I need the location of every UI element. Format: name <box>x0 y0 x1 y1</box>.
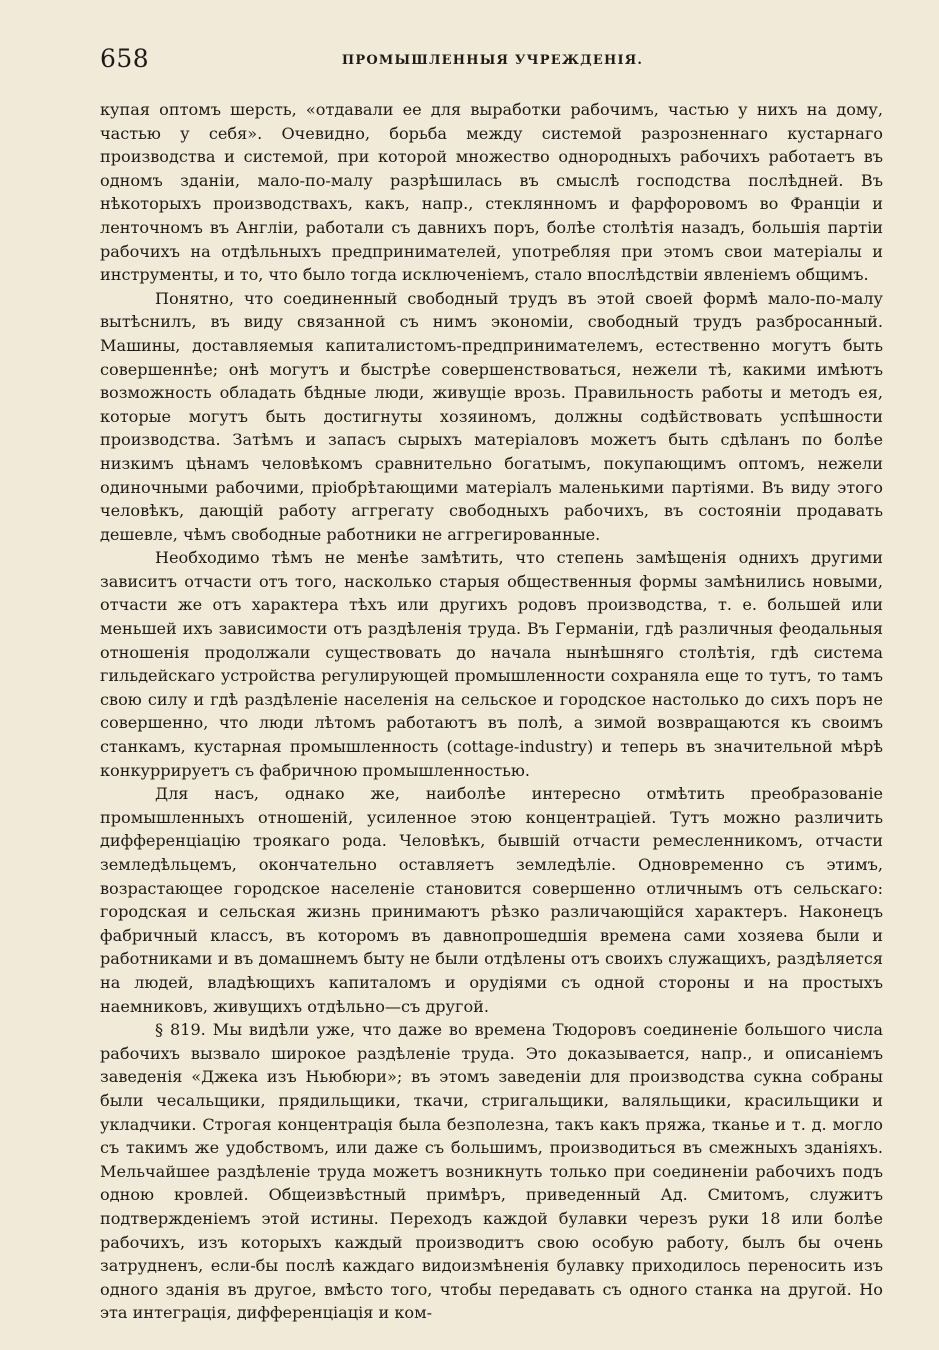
paragraph-continuation: купая оптомъ шерсть, «отдавали ее для выработки рабочимъ, частью у нихъ на дому, частью у себя». Очевидно, борьба между системой разрозненнаго кустарнаго производства и системой, при которой множество однородныхъ рабочихъ работаетъ въ одномъ зданіи, мало-по-малу разрѣшилась въ смыслѣ господства послѣдней. Въ нѣкоторыхъ производствахъ, какъ, напр., стеклянномъ и фарфоровомъ во Франціи и ленточномъ въ Англіи, работали съ давнихъ поръ, болѣе столѣтія назадъ, большія партіи рабочихъ на отдѣльныхъ предпринимателей, употребляя при этомъ свои матеріалы и инструменты, и то, что было тогда исключеніемъ, стало впослѣдствіи явленіемъ общимъ. <box>100 100 883 285</box>
paragraph: Для насъ, однако же, наиболѣе интересно отмѣтить преобразованіе промышленныхъ отношеній, усиленное этою концентраціей. Тутъ можно различить дифференціацію троякаго рода. Человѣкъ, бывшій отчасти ремесленникомъ, отчасти земледѣльцемъ, окончательно оставляетъ земледѣліе. Одновременно съ этимъ, возрастающее городское населеніе становится совершенно отличнымъ отъ сельскаго: городская и сельская жизнь принимаютъ рѣзко различающійся характеръ. Наконецъ фабричный классъ, въ которомъ въ давнопрошедшія времена сами хозяева были и работниками и въ домашнемъ быту не были отдѣлены отъ своихъ служащихъ, раздѣляется на людей, владѣющихъ капиталомъ и орудіями съ одной стороны и на простыхъ наемниковъ, живущихъ отдѣльно—съ другой. <box>100 784 883 1016</box>
running-title: ПРОМЫШЛЕННЫЯ УЧРЕЖДЕНІЯ. <box>341 53 644 68</box>
paragraph-section-819: § 819. Мы видѣли уже, что даже во времена Тюдоровъ соединеніе большого числа рабочихъ вызвало широкое раздѣленіе труда. Это доказывается, напр., и описаніемъ заведенія «Джека изъ Ньюбюри»; въ этомъ заведеніи для производства сукна собраны были чесальщики, прядильщики, ткачи, стригальщики, валяльщики, красильщики и укладчики. Строгая концентрація была безполезна, такъ какъ пряжа, тканье и т. д. могло съ такимъ же удобствомъ, или даже съ большимъ, производиться въ смежныхъ зданіяхъ. Мельчайшее раздѣленіе труда можетъ возникнуть только при соединеніи рабочихъ подъ одною кровлей. Общеизвѣстный примѣръ, приведенный Ад. Смитомъ, служитъ подтвержденіемъ этой истины. Переходъ каждой булавки черезъ руки 18 или болѣе рабочихъ, изъ которыхъ каждый производитъ свою особую работу, былъ бы очень затрудненъ, если-бы послѣ каждаго видоизмѣненія булавку приходилось переносить изъ одного зданія въ другое, вмѣсто того, чтобы передавать съ одного станка на другой. Но эта интеграція, дифференціація и ком- <box>100 1020 883 1323</box>
body-text <box>100 98 883 1325</box>
page-number: 658 <box>100 44 150 73</box>
paragraph: Понятно, что соединенный свободный трудъ въ этой своей формѣ мало-по-малу вытѣснилъ, въ виду связанной съ нимъ экономіи, свободный трудъ разбросанный. Машины, доставляемыя капиталистомъ-предпринимателемъ, естественно могутъ быть совершеннѣе; онѣ могутъ и быстрѣе совершенствоваться, нежели тѣ, какими имѣютъ возможность обладать бѣдные люди, живущіе врозь. Правильность работы и методъ ея, которые могутъ быть достигнуты хозяиномъ, должны содѣйствовать успѣшности производства. Затѣмъ и запасъ сырыхъ матеріаловъ можетъ быть сдѣланъ по болѣе низкимъ цѣнамъ человѣкомъ сравнительно богатымъ, покупающимъ оптомъ, нежели одиночными рабочими, пріобрѣтающими матеріалъ маленькими партіями. Въ виду этого человѣкъ, дающій работу аггрегату свободныхъ рабочихъ, въ состояніи продавать дешевле, чѣмъ свободные работники не аггрегированные. <box>100 288 883 544</box>
paragraph: Необходимо тѣмъ не менѣе замѣтить, что степень замѣщенія однихъ другими зависитъ отчасти отъ того, насколько старыя общественныя формы замѣнились новыми, отчасти же отъ характера тѣхъ или другихъ родовъ производства, т. е. большей или меньшей ихъ зависимости отъ раздѣленія труда. Въ Германіи, гдѣ различныя феодальныя отношенія продолжали существовать до начала нынѣшняго столѣтія, гдѣ система гильдейскаго устройства регулирующей промышленности сохраняла еще то тутъ, то тамъ свою силу и гдѣ раздѣленіе населенія на сельское и городское настолько до сихъ поръ не совершенно, что люди лѣтомъ работаютъ въ полѣ, а зимой возвращаются къ своимъ станкамъ, кустарная промышленность (cottage-industry) и теперь въ значительной мѣрѣ конкуррируетъ съ фабричною промышленностью. <box>100 548 883 780</box>
page-header <box>100 44 885 84</box>
